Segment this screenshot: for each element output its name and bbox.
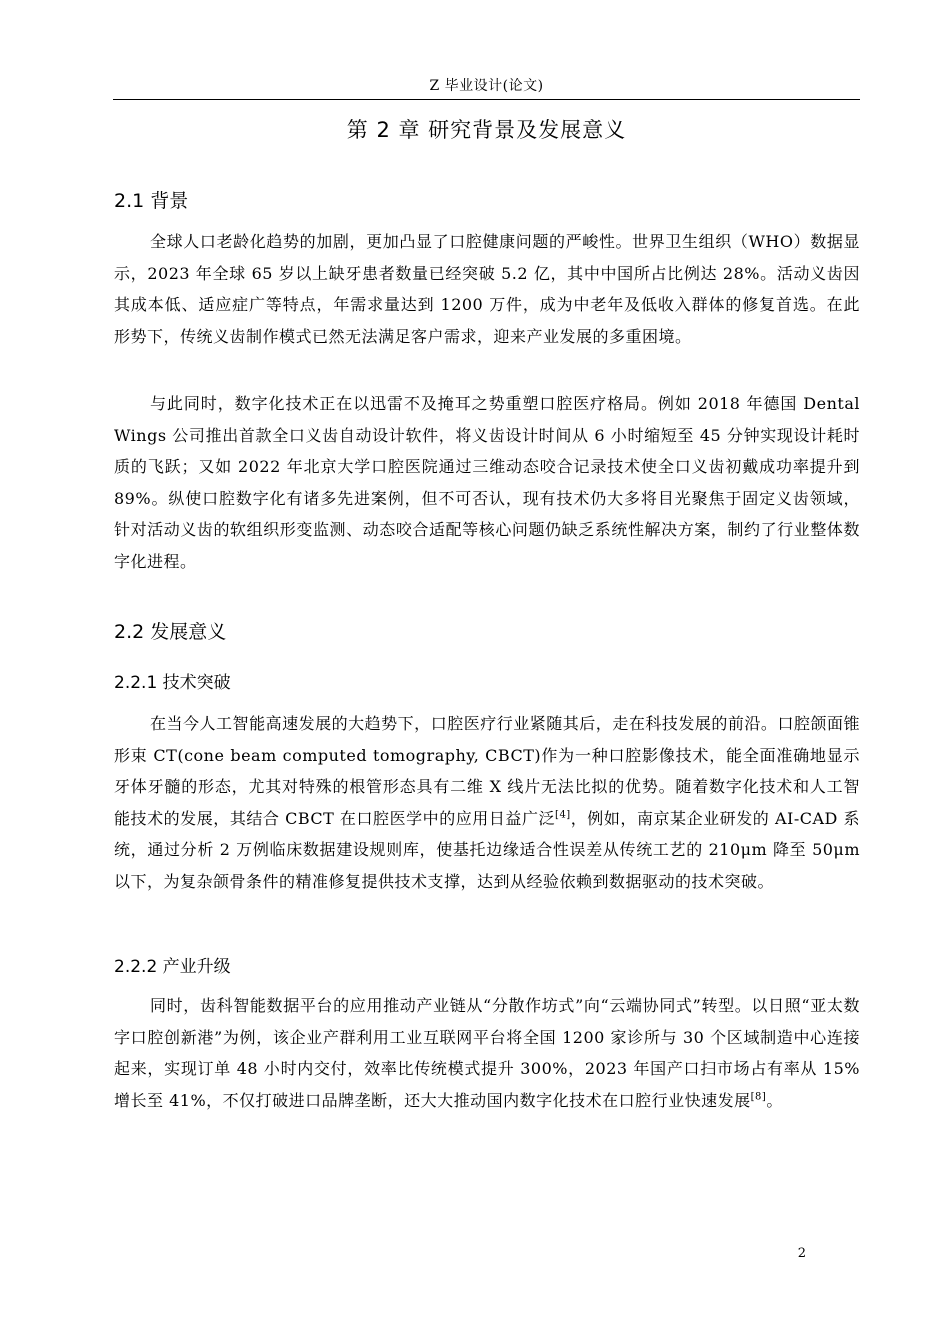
paragraph-industry-upgrade — [114, 990, 860, 1116]
paragraph-text: 同时，齿科智能数据平台的应用推动产业链从“分散作坊式”向“云端协同式”转型。以日照“亚太数字口腔创新港”为例，该企业产群利用工业互联网平台将全国 1200 家诊所与 30 个区域制造中心连接起来，实现订单 48 小时内交付，效率比传统模式提升 300%，2023 年国产口扫市场占有率从 15%增长至 41%，不仅打破进口品牌垄断，还大大推动国内数字化技术在口腔行业快速发展 — [114, 996, 860, 1110]
header-divider — [113, 99, 860, 100]
subsection-heading-2-2-1: 2.2.1 技术突破 — [114, 673, 231, 693]
section-heading-2-2: 2.2 发展意义 — [114, 621, 227, 643]
paragraph-tech-breakthrough — [114, 708, 860, 897]
section-heading-2-1: 2.1 背景 — [114, 190, 189, 212]
paragraph-text: ，例如，南京某企业研发的 AI-CAD 系统，通过分析 2 万例临床数据建设规则库，使基托边缘适合性误差从传统工艺的 210μm 降至 50μm 以下，为复杂颌骨条件的精准修复提供技术支撑，达到从经验依赖到数据驱动的技术突破。 — [114, 808, 860, 891]
paragraph-background-2: 与此同时，数字化技术正在以迅雷不及掩耳之势重塑口腔医疗格局。例如 2018 年德国 Dental Wings 公司推出首款全口义齿自动设计软件，将义齿设计时间从 6 小时缩短至 45 分钟实现设计耗时质的飞跃；又如 2022 年北京大学口腔医院通过三维动态咬合记录技术使全口义齿初戴成功率提升到 89%。纵使口腔数字化有诸多先进案例，但不可否认，现有技术仍大多将目光聚焦于固定义齿领域，针对活动义齿的软组织形变监测、动态咬合适配等核心问题仍缺乏系统性解决方案，制约了行业整体数字化进程。 — [114, 394, 860, 571]
page-number: 2 — [797, 1246, 806, 1261]
paragraph-text: 。 — [766, 1090, 783, 1110]
citation-ref: [4] — [555, 809, 571, 821]
citation-ref: [8] — [750, 1091, 767, 1103]
subsection-heading-2-2-2: 2.2.2 产业升级 — [114, 957, 231, 977]
paragraph-background-1: 全球人口老龄化趋势的加剧，更加凸显了口腔健康问题的严峻性。世界卫生组织（WHO）数据显示，2023 年全球 65 岁以上缺牙患者数量已经突破 5.2 亿，其中中国所占比例达 28%。活动义齿因其成本低、适应症广等特点，年需求量达到 1200 万件，成为中老年及低收入群体的修复首选。在此形势下，传统义齿制作模式已然无法满足客户需求，迎来产业发展的多重困境。 — [114, 232, 860, 346]
running-header: Z 毕业设计(论文) — [429, 78, 544, 94]
paragraph-text: 在当今人工智能高速发展的大趋势下，口腔医疗行业紧随其后，走在科技发展的前沿。口腔颌面锥形束 CT(cone beam computed tomography, CBCT)作为一种口腔影像技术，能全面准确地显示牙体牙髓的形态，尤其对特殊的根管形态具有二维 X 线片无法比拟的优势。随着数字化技术和人工智能技术的发展，其结合 CBCT 在口腔医学中的应用日益广泛 — [114, 714, 860, 828]
chapter-title: 第 2 章 研究背景及发展意义 — [346, 118, 627, 142]
